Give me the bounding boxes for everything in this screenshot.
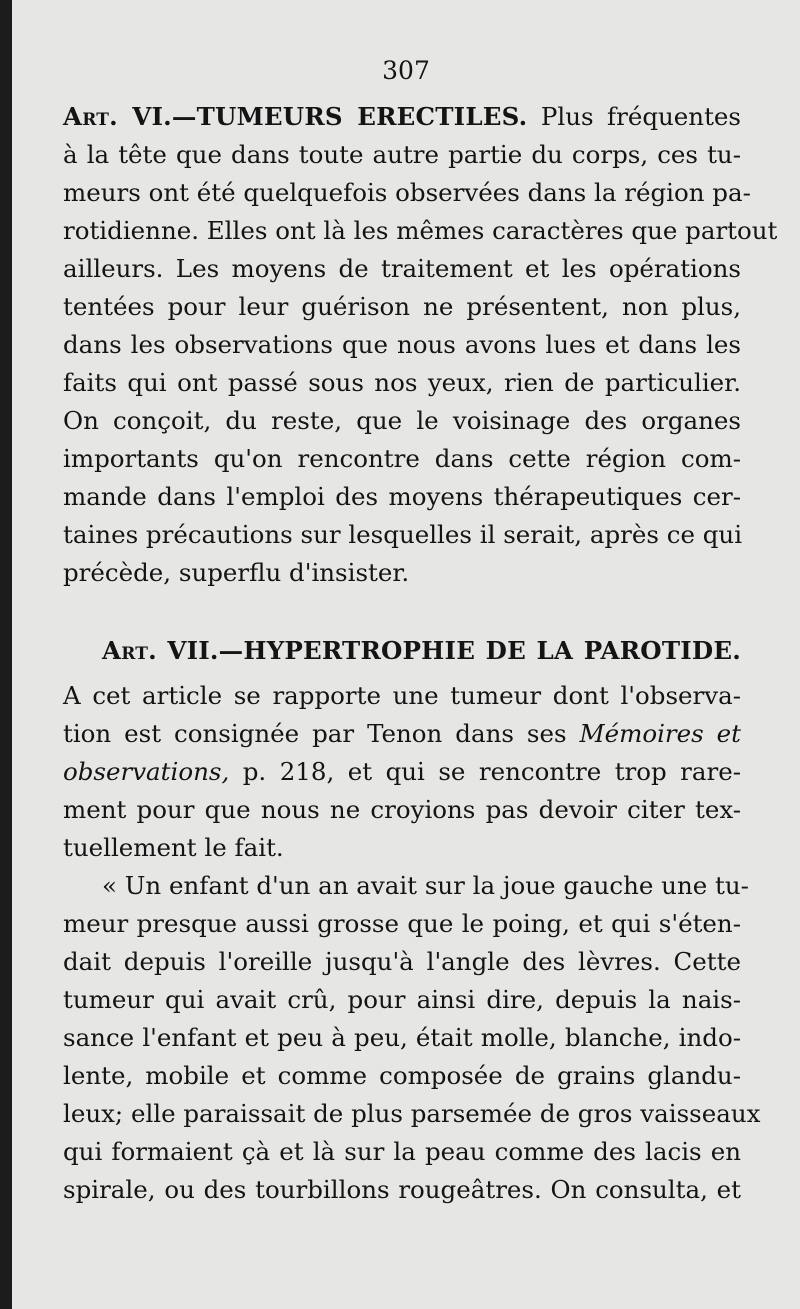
art7-line <box>63 715 741 753</box>
quote-line: lente, mobile et comme composée de grains glandu- <box>63 1061 741 1090</box>
art6-line: mande dans l'emploi des moyens thérapeutiques cer- <box>63 482 741 511</box>
art6-line: Plus fréquentes <box>540 102 741 131</box>
art6-heading <box>63 102 527 131</box>
quote-line: tumeur qui avait crû, pour ainsi dire, depuis la nais- <box>63 985 741 1014</box>
quote-line: dait depuis l'oreille jusqu'à l'angle des lèvres. Cette <box>63 947 741 976</box>
art6-title: TUMEURS ERECTILES. <box>196 102 528 131</box>
art7-number: VII.— <box>167 636 244 665</box>
art7-heading <box>102 632 741 670</box>
art7-line: A cet article se rapporte une tumeur dont l'observa- <box>63 681 741 710</box>
art7-work-title: Mémoires et <box>579 719 741 748</box>
art6-line: ailleurs. Les moyens de traitement et les opérations <box>63 254 741 283</box>
art6-line: meurs ont été quelquefois observées dans la région pa- <box>63 178 751 207</box>
art6-line: à la tête que dans toute autre partie du corps, ces tu- <box>63 140 741 169</box>
art6-line: précède, superflu d'insister. <box>63 558 410 587</box>
quote-line: qui formaient çà et là sur la peau comme des lacis en <box>63 1137 741 1166</box>
book-page <box>12 0 800 1309</box>
art6-line: faits qui ont passé sous nos yeux, rien de particulier. <box>63 368 741 397</box>
quote-line: sance l'enfant et peu à peu, était molle, blanche, indo- <box>63 1023 741 1052</box>
quote-line: meur presque aussi grosse que le poing, et qui s'éten- <box>63 909 741 938</box>
art7-line: tuellement le fait. <box>63 833 284 862</box>
art6-line: On conçoit, du reste, que le voisinage des organes <box>63 406 741 435</box>
art6-line: taines précautions sur lesquelles il serait, après ce qui <box>63 520 743 549</box>
quote-line: leux; elle paraissait de plus parsemée de gros vaisseaux <box>63 1099 761 1128</box>
art6-line: rotidienne. Elles ont là les mêmes caractères que partout <box>63 216 778 245</box>
art6-heading-line <box>63 98 741 136</box>
art7-line-text: p. 218, et qui se rencontre trop rare- <box>229 757 741 786</box>
art7-line-text: tion est consignée par Tenon dans ses <box>63 719 580 748</box>
quote-line: « Un enfant d'un an avait sur la joue gauche une tu- <box>102 871 749 900</box>
quote-line: spirale, ou des tourbillons rougeâtres. On consulta, et <box>63 1175 741 1204</box>
art7-line: ment pour que nous ne croyions pas devoir citer tex- <box>63 795 741 824</box>
art6-label: Art. <box>63 102 118 131</box>
art7-line <box>63 753 741 791</box>
art6-line: dans les observations que nous avons lues et dans les <box>63 330 741 359</box>
art7-heading-text <box>102 636 741 665</box>
art7-title: HYPERTROPHIE DE LA PAROTIDE. <box>243 636 741 665</box>
art7-work-title: observations, <box>63 757 230 786</box>
art6-number: VI.— <box>132 102 197 131</box>
art6-line: importants qu'on rencontre dans cette région com- <box>63 444 741 473</box>
art7-label: Art. <box>102 636 157 665</box>
art6-line: tentées pour leur guérison ne présentent, non plus, <box>63 292 741 321</box>
page-number: 307 <box>382 56 430 85</box>
